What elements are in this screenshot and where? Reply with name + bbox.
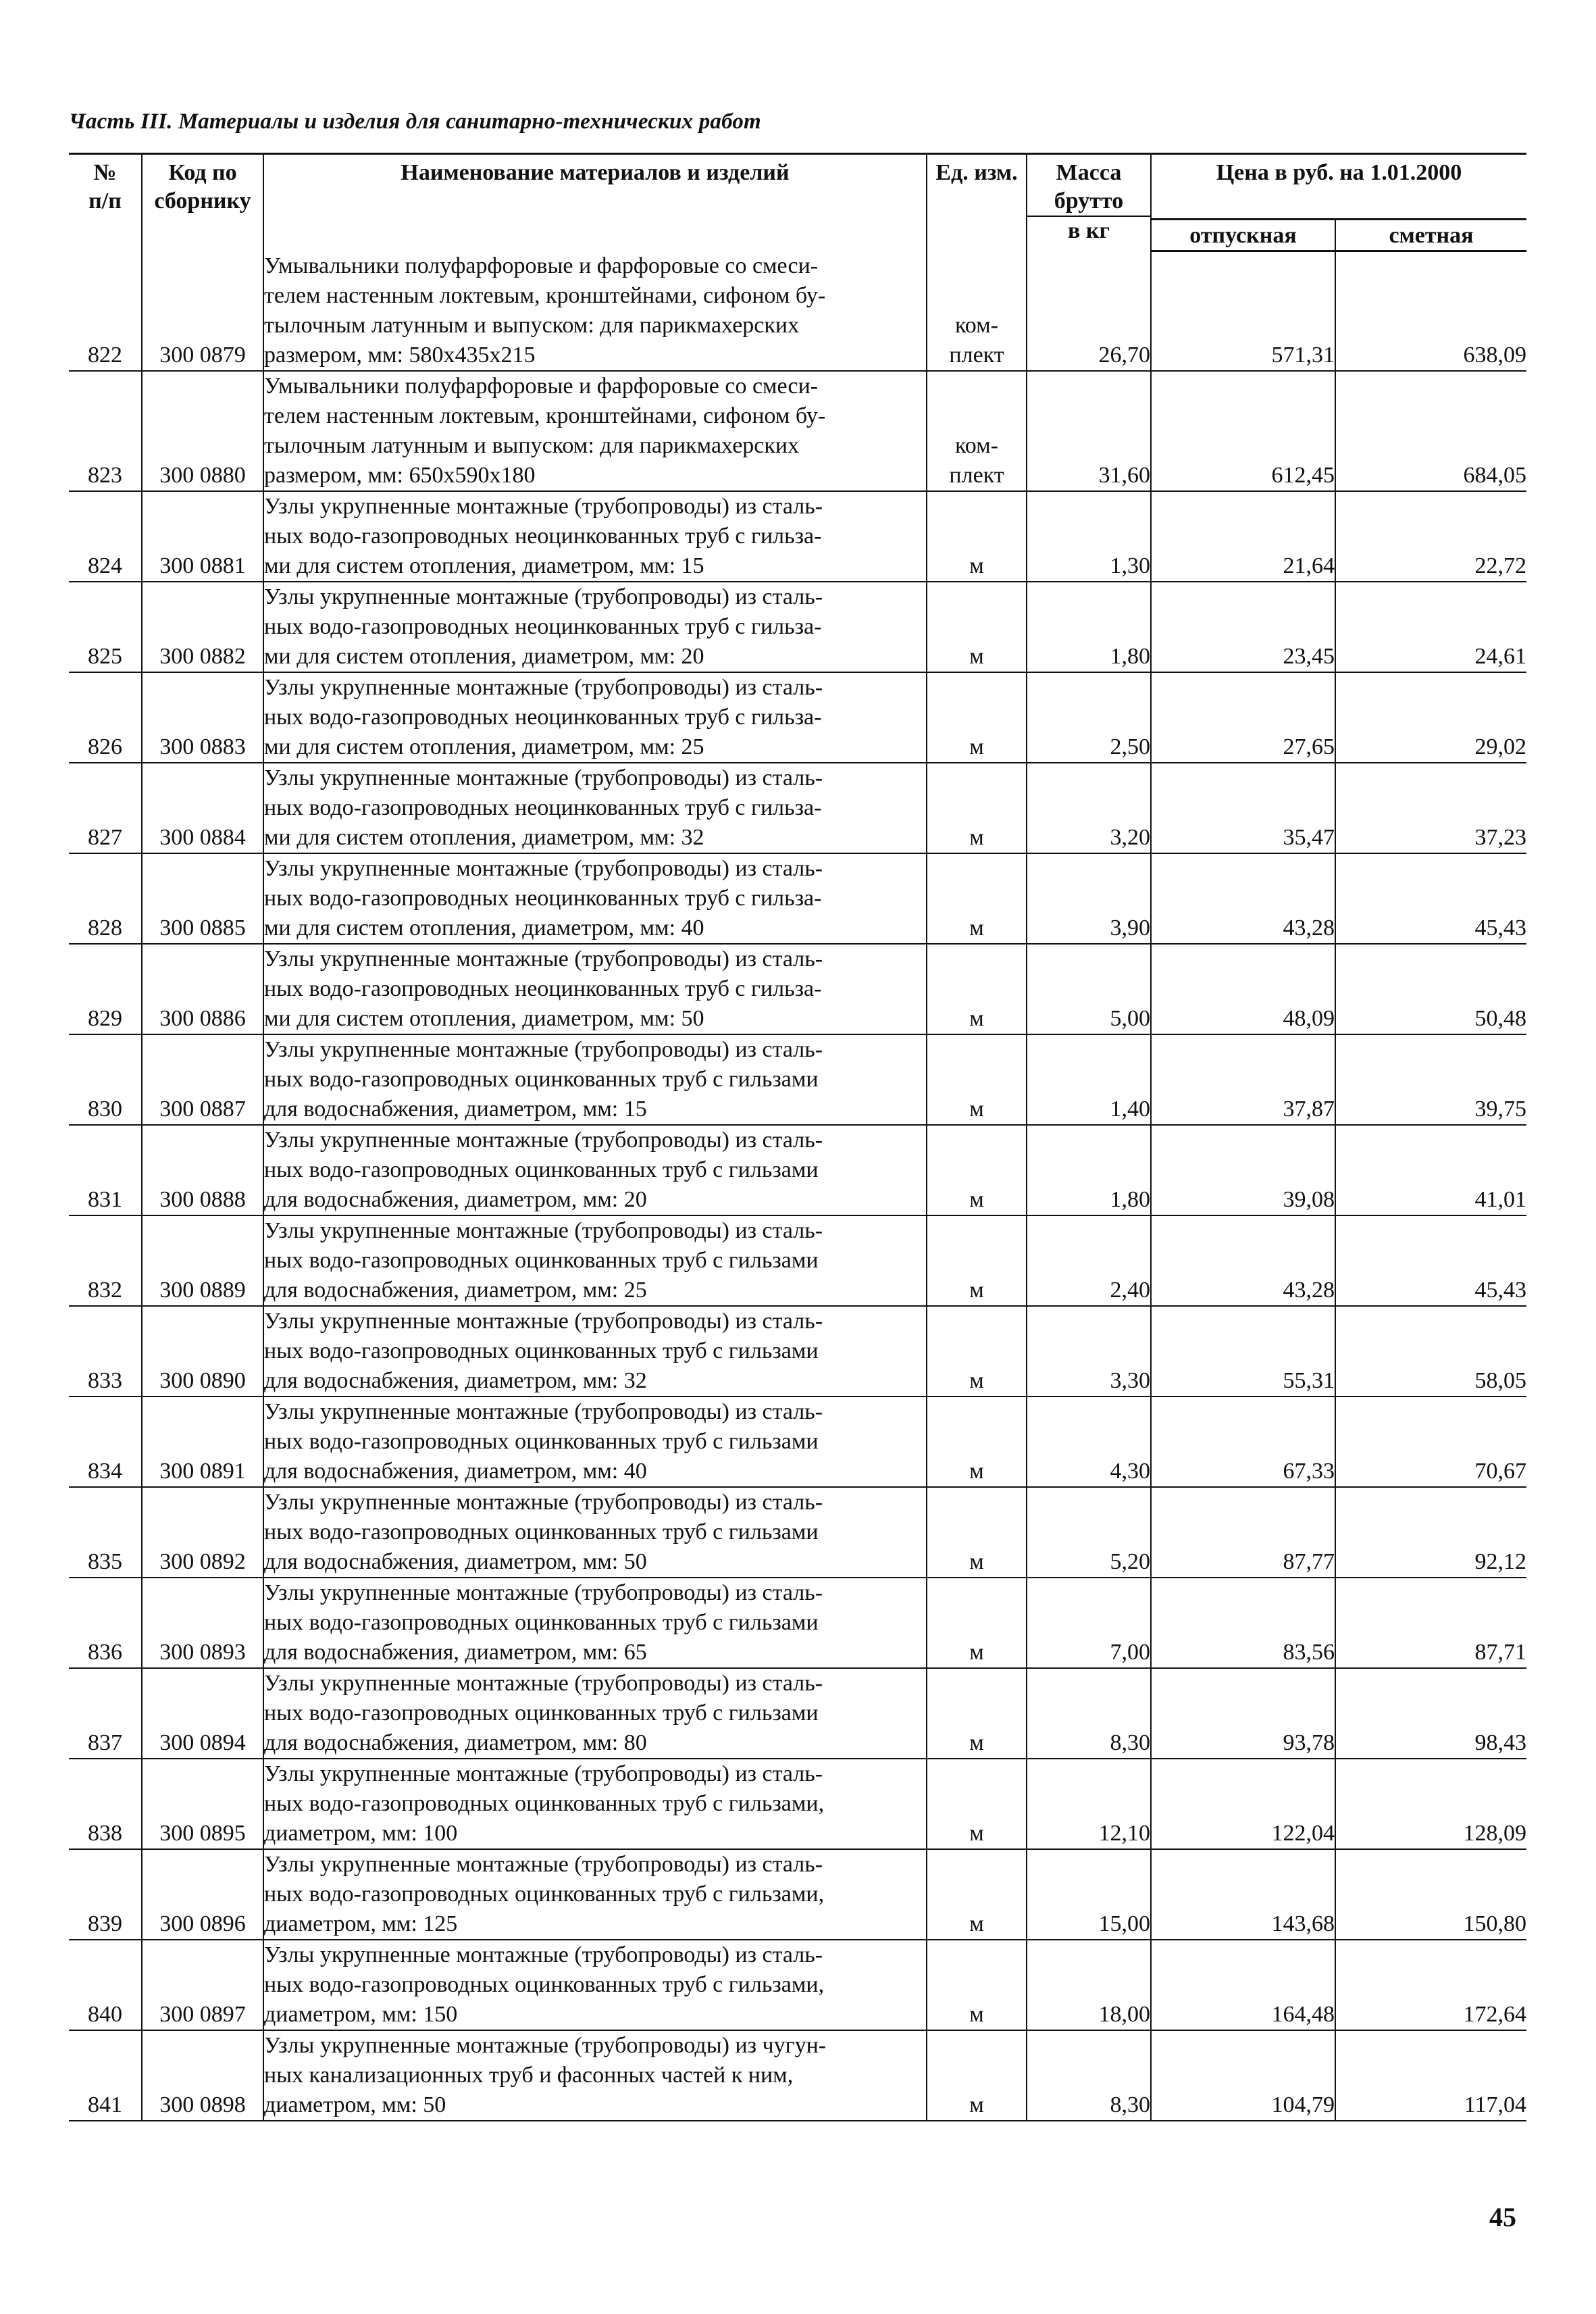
- table-row: [69, 672, 1526, 763]
- row-name-line: ми для систем отопления, диаметром, мм: 15: [264, 553, 704, 578]
- row-unit: [927, 1397, 1027, 1487]
- table-row: [69, 2030, 1526, 2121]
- row-mass: 4,30: [1027, 1397, 1151, 1487]
- row-mass: 5,20: [1027, 1487, 1151, 1578]
- row-name: [263, 1849, 927, 1940]
- row-code: 300 0888: [142, 1125, 263, 1215]
- row-price-estimate: 45,43: [1335, 1215, 1526, 1306]
- row-name-line: Узлы укрупненные монтажные (трубопроводы) из сталь-: [264, 1489, 823, 1515]
- row-unit: [927, 2030, 1027, 2121]
- col-header-code: Код по сборнику: [142, 154, 263, 251]
- row-unit: [927, 371, 1027, 491]
- row-price-estimate: 50,48: [1335, 944, 1526, 1034]
- row-name-line: для водоснабжения, диаметром, мм: 40: [264, 1458, 647, 1484]
- row-unit-line: м: [969, 2001, 984, 2027]
- row-code: 300 0885: [142, 853, 263, 944]
- table-row: [69, 1668, 1526, 1759]
- row-name-line: тылочным латунным и выпуском: для парикмахерских: [264, 432, 800, 458]
- row-name-line: Узлы укрупненные монтажные (трубопроводы) из сталь-: [264, 1308, 823, 1334]
- row-mass: 2,50: [1027, 672, 1151, 763]
- row-price-release: 93,78: [1151, 1668, 1335, 1759]
- row-number: 841: [69, 2030, 142, 2121]
- row-number: 839: [69, 1849, 142, 1940]
- row-price-release: 23,45: [1151, 582, 1335, 672]
- row-name-line: телем настенным локтевым, кронштейнами, сифоном бу-: [264, 282, 826, 308]
- row-unit: [927, 763, 1027, 853]
- row-name-line: Узлы укрупненные монтажные (трубопроводы) из сталь-: [264, 674, 823, 700]
- row-price-estimate: 70,67: [1335, 1397, 1526, 1487]
- row-number: 827: [69, 763, 142, 853]
- row-name-line: для водоснабжения, диаметром, мм: 20: [264, 1186, 647, 1212]
- row-name-line: для водоснабжения, диаметром, мм: 80: [264, 1730, 647, 1755]
- row-price-estimate: 117,04: [1335, 2030, 1526, 2121]
- col-header-unit: Ед. изм.: [927, 154, 1027, 251]
- row-name: [263, 1940, 927, 2030]
- row-name-line: диаметром, мм: 50: [264, 2092, 446, 2117]
- row-number: 830: [69, 1034, 142, 1125]
- row-name-line: размером, мм: 650х590х180: [264, 462, 536, 488]
- row-name-line: ных водо-газопроводных оцинкованных труб с гильзами,: [264, 1881, 825, 1907]
- row-mass: 8,30: [1027, 2030, 1151, 2121]
- row-name: [263, 491, 927, 582]
- row-name-line: ных водо-газопроводных оцинкованных труб с гильзами: [264, 1247, 819, 1273]
- row-name-line: ных водо-газопроводных оцинкованных труб с гильзами: [264, 1338, 819, 1363]
- row-unit: [927, 1759, 1027, 1849]
- col-header-mass: Масса брутто в кг: [1027, 154, 1151, 251]
- row-name-line: ми для систем отопления, диаметром, мм: 20: [264, 643, 704, 669]
- row-mass: 1,80: [1027, 582, 1151, 672]
- row-unit: [927, 853, 1027, 944]
- row-mass: 26,70: [1027, 251, 1151, 371]
- col-header-price-estimate: сметная: [1335, 220, 1526, 251]
- row-unit: [927, 1849, 1027, 1940]
- row-price-release: 83,56: [1151, 1578, 1335, 1668]
- row-mass: 31,60: [1027, 371, 1151, 491]
- row-name-line: Узлы укрупненные монтажные (трубопроводы) из сталь-: [264, 1127, 823, 1153]
- table-row: [69, 763, 1526, 853]
- row-name: [263, 1397, 927, 1487]
- col-header-name: Наименование материалов и изделий: [263, 154, 927, 251]
- row-price-estimate: 87,71: [1335, 1578, 1526, 1668]
- row-name-line: Узлы укрупненные монтажные (трубопроводы) из сталь-: [264, 1580, 823, 1605]
- row-name-line: Узлы укрупненные монтажные (трубопроводы) из сталь-: [264, 1217, 823, 1243]
- row-name-line: Умывальники полуфарфоровые и фарфоровые со смеси-: [264, 373, 819, 399]
- row-number: 831: [69, 1125, 142, 1215]
- row-name-line: Узлы укрупненные монтажные (трубопроводы) из чугун-: [264, 2032, 827, 2058]
- row-unit-line: м: [969, 1096, 984, 1122]
- row-unit-line: м: [969, 1820, 984, 1846]
- table-row: [69, 251, 1526, 371]
- row-unit: [927, 944, 1027, 1034]
- row-name: [263, 1034, 927, 1125]
- row-unit: [927, 1940, 1027, 2030]
- row-price-estimate: 29,02: [1335, 672, 1526, 763]
- row-name-line: Узлы укрупненные монтажные (трубопроводы) из сталь-: [264, 1399, 823, 1424]
- row-unit-line: м: [969, 2092, 984, 2117]
- row-name-line: ных водо-газопроводных оцинкованных труб с гильзами,: [264, 1971, 825, 1997]
- row-number: 825: [69, 582, 142, 672]
- table-row: [69, 1578, 1526, 1668]
- row-name-line: Умывальники полуфарфоровые и фарфоровые со смеси-: [264, 253, 819, 278]
- row-price-release: 35,47: [1151, 763, 1335, 853]
- row-unit-line: ком-: [955, 432, 998, 458]
- table-row: [69, 1306, 1526, 1397]
- row-number: 833: [69, 1306, 142, 1397]
- row-price-estimate: 172,64: [1335, 1940, 1526, 2030]
- row-name: [263, 1306, 927, 1397]
- row-code: 300 0881: [142, 491, 263, 582]
- row-mass: 5,00: [1027, 944, 1151, 1034]
- row-name: [263, 944, 927, 1034]
- row-code: 300 0895: [142, 1759, 263, 1849]
- row-price-release: 143,68: [1151, 1849, 1335, 1940]
- row-mass: 1,40: [1027, 1034, 1151, 1125]
- row-number: 835: [69, 1487, 142, 1578]
- row-price-release: 571,31: [1151, 251, 1335, 371]
- row-code: 300 0879: [142, 251, 263, 371]
- row-name-line: ми для систем отопления, диаметром, мм: 32: [264, 824, 704, 850]
- row-unit-line: плект: [949, 342, 1004, 368]
- row-number: 823: [69, 371, 142, 491]
- row-unit: [927, 491, 1027, 582]
- row-name-line: для водоснабжения, диаметром, мм: 65: [264, 1639, 647, 1665]
- row-unit-line: м: [969, 824, 984, 850]
- row-unit: [927, 251, 1027, 371]
- row-name-line: Узлы укрупненные монтажные (трубопроводы) из сталь-: [264, 1851, 823, 1877]
- table-row: [69, 853, 1526, 944]
- row-number: 822: [69, 251, 142, 371]
- row-price-release: 43,28: [1151, 853, 1335, 944]
- row-price-release: 39,08: [1151, 1125, 1335, 1215]
- row-name-line: ных водо-газопроводных оцинкованных труб с гильзами: [264, 1157, 819, 1182]
- row-name-line: ных водо-газопроводных оцинкованных труб с гильзами: [264, 1428, 819, 1454]
- row-price-release: 612,45: [1151, 371, 1335, 491]
- row-price-estimate: 39,75: [1335, 1034, 1526, 1125]
- row-unit-line: м: [969, 643, 984, 669]
- row-number: 828: [69, 853, 142, 944]
- row-unit: [927, 672, 1027, 763]
- row-unit: [927, 1578, 1027, 1668]
- row-number: 829: [69, 944, 142, 1034]
- row-mass: 1,80: [1027, 1125, 1151, 1215]
- row-mass: 1,30: [1027, 491, 1151, 582]
- row-unit: [927, 1487, 1027, 1578]
- row-mass: 3,20: [1027, 763, 1151, 853]
- table-row: [69, 1397, 1526, 1487]
- row-unit-line: м: [969, 1911, 984, 1936]
- row-name-line: Узлы укрупненные монтажные (трубопроводы) из сталь-: [264, 1036, 823, 1062]
- row-name-line: ми для систем отопления, диаметром, мм: 50: [264, 1005, 704, 1031]
- row-name-line: для водоснабжения, диаметром, мм: 25: [264, 1277, 647, 1303]
- row-name-line: ных водо-газопроводных неоцинкованных труб с гильза-: [264, 885, 822, 911]
- row-name-line: ных водо-газопроводных неоцинкованных труб с гильза-: [264, 613, 822, 639]
- row-name-line: ных канализационных труб и фасонных частей к ним,: [264, 2062, 794, 2088]
- row-price-release: 43,28: [1151, 1215, 1335, 1306]
- row-code: 300 0892: [142, 1487, 263, 1578]
- row-unit-line: плект: [949, 462, 1004, 488]
- row-unit-line: м: [969, 1186, 984, 1212]
- row-name-line: диаметром, мм: 100: [264, 1820, 458, 1846]
- page-header: Часть III. Материалы и изделия для санитарно-технических работ: [69, 109, 761, 134]
- row-mass: 3,90: [1027, 853, 1151, 944]
- table-row: [69, 1125, 1526, 1215]
- row-price-release: 55,31: [1151, 1306, 1335, 1397]
- table-row: [69, 491, 1526, 582]
- row-name-line: Узлы укрупненные монтажные (трубопроводы) из сталь-: [264, 946, 823, 972]
- row-name: [263, 2030, 927, 2121]
- row-code: 300 0890: [142, 1306, 263, 1397]
- row-name-line: Узлы укрупненные монтажные (трубопроводы) из сталь-: [264, 1942, 823, 1967]
- row-unit: [927, 1034, 1027, 1125]
- row-code: 300 0896: [142, 1849, 263, 1940]
- row-unit-line: м: [969, 1277, 984, 1303]
- row-price-estimate: 37,23: [1335, 763, 1526, 853]
- row-name: [263, 672, 927, 763]
- row-price-estimate: 92,12: [1335, 1487, 1526, 1578]
- row-price-release: 104,79: [1151, 2030, 1335, 2121]
- row-price-release: 87,77: [1151, 1487, 1335, 1578]
- row-number: 832: [69, 1215, 142, 1306]
- col-header-price-release: отпускная: [1151, 220, 1335, 251]
- row-name-line: телем настенным локтевым, кронштейнами, сифоном бу-: [264, 403, 826, 428]
- row-price-release: 67,33: [1151, 1397, 1335, 1487]
- row-number: 840: [69, 1940, 142, 2030]
- row-code: 300 0882: [142, 582, 263, 672]
- row-price-estimate: 22,72: [1335, 491, 1526, 582]
- row-name: [263, 1125, 927, 1215]
- row-mass: 3,30: [1027, 1306, 1151, 1397]
- row-price-release: 27,65: [1151, 672, 1335, 763]
- row-code: 300 0891: [142, 1397, 263, 1487]
- row-name-line: для водоснабжения, диаметром, мм: 50: [264, 1549, 647, 1574]
- row-name: [263, 582, 927, 672]
- row-unit-line: м: [969, 553, 984, 578]
- col-header-num: № п/п: [69, 154, 142, 251]
- table-row: [69, 1034, 1526, 1125]
- row-price-release: 164,48: [1151, 1940, 1335, 2030]
- row-price-estimate: 638,09: [1335, 251, 1526, 371]
- row-unit-line: м: [969, 734, 984, 759]
- row-unit-line: м: [969, 1730, 984, 1755]
- row-code: 300 0894: [142, 1668, 263, 1759]
- row-unit-line: м: [969, 1367, 984, 1393]
- row-mass: 7,00: [1027, 1578, 1151, 1668]
- row-mass: 2,40: [1027, 1215, 1151, 1306]
- row-name-line: диаметром, мм: 125: [264, 1911, 458, 1936]
- row-price-release: 122,04: [1151, 1759, 1335, 1849]
- row-name-line: ми для систем отопления, диаметром, мм: 25: [264, 734, 704, 759]
- row-price-estimate: 58,05: [1335, 1306, 1526, 1397]
- row-price-estimate: 684,05: [1335, 371, 1526, 491]
- row-name-line: Узлы укрупненные монтажные (трубопроводы) из сталь-: [264, 493, 823, 519]
- row-number: 838: [69, 1759, 142, 1849]
- row-name: [263, 1215, 927, 1306]
- row-price-estimate: 45,43: [1335, 853, 1526, 944]
- row-price-release: 37,87: [1151, 1034, 1335, 1125]
- row-name-line: ных водо-газопроводных оцинкованных труб с гильзами: [264, 1519, 819, 1544]
- table-row: [69, 1487, 1526, 1578]
- row-name-line: ных водо-газопроводных оцинкованных труб с гильзами,: [264, 1790, 825, 1816]
- table-row: [69, 1759, 1526, 1849]
- row-mass: 15,00: [1027, 1849, 1151, 1940]
- row-number: 837: [69, 1668, 142, 1759]
- row-name: [263, 251, 927, 371]
- row-number: 826: [69, 672, 142, 763]
- row-name-line: ных водо-газопроводных оцинкованных труб с гильзами: [264, 1609, 819, 1635]
- row-code: 300 0883: [142, 672, 263, 763]
- row-name-line: для водоснабжения, диаметром, мм: 15: [264, 1096, 647, 1122]
- row-unit-line: ком-: [955, 312, 998, 338]
- row-name-line: Узлы укрупненные монтажные (трубопроводы) из сталь-: [264, 765, 823, 790]
- row-price-estimate: 128,09: [1335, 1759, 1526, 1849]
- row-name: [263, 1578, 927, 1668]
- row-code: 300 0884: [142, 763, 263, 853]
- row-number: 836: [69, 1578, 142, 1668]
- row-unit: [927, 1668, 1027, 1759]
- row-name: [263, 1668, 927, 1759]
- row-name: [263, 371, 927, 491]
- row-unit-line: м: [969, 1458, 984, 1484]
- row-price-estimate: 41,01: [1335, 1125, 1526, 1215]
- materials-table: [69, 153, 1526, 2121]
- row-price-estimate: 150,80: [1335, 1849, 1526, 1940]
- row-name-line: диаметром, мм: 150: [264, 2001, 458, 2027]
- row-name: [263, 1487, 927, 1578]
- row-name-line: ми для систем отопления, диаметром, мм: 40: [264, 915, 704, 940]
- row-code: 300 0893: [142, 1578, 263, 1668]
- row-unit: [927, 1125, 1027, 1215]
- row-mass: 12,10: [1027, 1759, 1151, 1849]
- row-unit: [927, 1306, 1027, 1397]
- row-code: 300 0897: [142, 1940, 263, 2030]
- row-code: 300 0886: [142, 944, 263, 1034]
- col-header-price-group: Цена в руб. на 1.01.2000: [1151, 154, 1526, 220]
- row-name-line: ных водо-газопроводных неоцинкованных труб с гильза-: [264, 523, 822, 549]
- row-unit-line: м: [969, 915, 984, 940]
- row-name-line: ных водо-газопроводных оцинкованных труб с гильзами: [264, 1066, 819, 1092]
- row-price-release: 21,64: [1151, 491, 1335, 582]
- row-name-line: ных водо-газопроводных неоцинкованных труб с гильза-: [264, 704, 822, 730]
- row-code: 300 0889: [142, 1215, 263, 1306]
- row-code: 300 0898: [142, 2030, 263, 2121]
- row-name-line: Узлы укрупненные монтажные (трубопроводы) из сталь-: [264, 855, 823, 881]
- row-code: 300 0880: [142, 371, 263, 491]
- row-name-line: тылочным латунным и выпуском: для парикмахерских: [264, 312, 800, 338]
- page-number: 45: [1489, 2202, 1516, 2232]
- row-unit: [927, 1215, 1027, 1306]
- row-unit-line: м: [969, 1639, 984, 1665]
- row-name: [263, 763, 927, 853]
- table-row: [69, 371, 1526, 491]
- row-name-line: ных водо-газопроводных неоцинкованных труб с гильза-: [264, 795, 822, 820]
- row-name-line: Узлы укрупненные монтажные (трубопроводы) из сталь-: [264, 584, 823, 609]
- row-name-line: для водоснабжения, диаметром, мм: 32: [264, 1367, 647, 1393]
- table-row: [69, 582, 1526, 672]
- table-row: [69, 1849, 1526, 1940]
- row-mass: 8,30: [1027, 1668, 1151, 1759]
- table-row: [69, 944, 1526, 1034]
- row-mass: 18,00: [1027, 1940, 1151, 2030]
- row-price-estimate: 24,61: [1335, 582, 1526, 672]
- row-name: [263, 1759, 927, 1849]
- row-unit: [927, 582, 1027, 672]
- row-number: 824: [69, 491, 142, 582]
- row-unit-line: м: [969, 1005, 984, 1031]
- table-row: [69, 1940, 1526, 2030]
- row-price-estimate: 98,43: [1335, 1668, 1526, 1759]
- row-name: [263, 853, 927, 944]
- row-name-line: Узлы укрупненные монтажные (трубопроводы) из сталь-: [264, 1670, 823, 1696]
- row-price-release: 48,09: [1151, 944, 1335, 1034]
- row-name-line: ных водо-газопроводных неоцинкованных труб с гильза-: [264, 976, 822, 1001]
- row-unit-line: м: [969, 1549, 984, 1574]
- table-row: [69, 1215, 1526, 1306]
- row-name-line: ных водо-газопроводных оцинкованных труб с гильзами: [264, 1700, 819, 1726]
- row-number: 834: [69, 1397, 142, 1487]
- row-name-line: размером, мм: 580х435х215: [264, 342, 536, 368]
- row-name-line: Узлы укрупненные монтажные (трубопроводы) из сталь-: [264, 1761, 823, 1786]
- row-code: 300 0887: [142, 1034, 263, 1125]
